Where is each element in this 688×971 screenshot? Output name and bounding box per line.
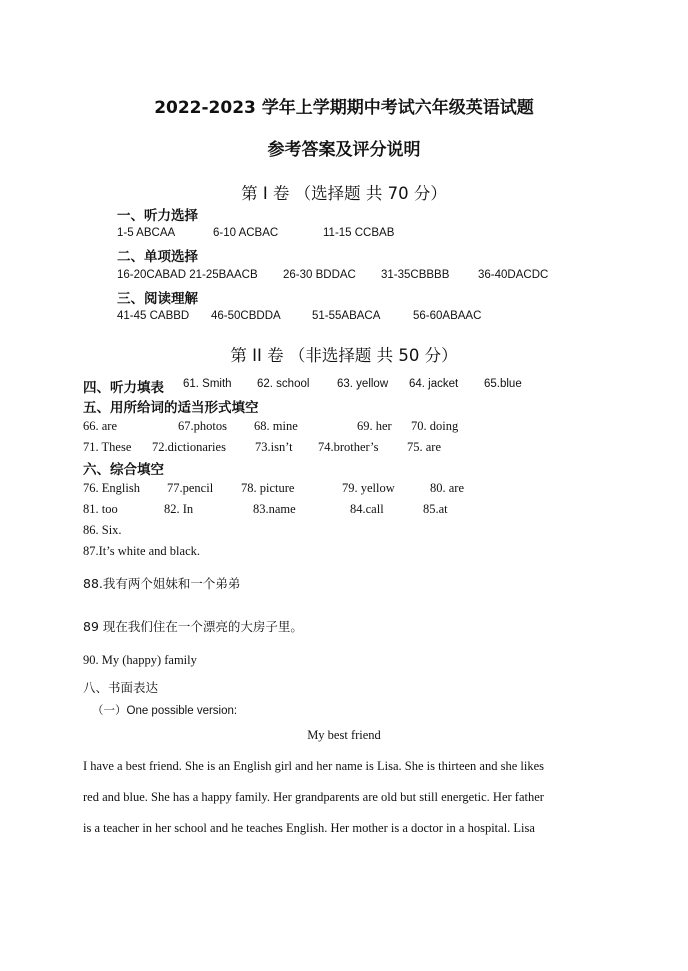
section-5-heading: 五、用所给词的适当形式填空: [83, 400, 259, 416]
answer-77: 77.pencil: [167, 481, 214, 495]
answer-41-45: 41-45 CABBD: [117, 310, 190, 322]
answer-68: 68. mine: [254, 419, 298, 433]
answer-78: 78. picture: [241, 481, 295, 495]
answer-26-30: 26-30 BDDAC: [283, 269, 356, 281]
answer-63: 63. yellow: [337, 378, 389, 390]
answer-1-5: 1-5 ABCAA: [117, 227, 176, 239]
essay-line: red and blue. She has a happy family. Her grandparents are old but still energetic. Her father: [83, 790, 544, 804]
essay-line: is a teacher in her school and he teaches English. Her mother is a doctor in a hospital. Lisa: [83, 821, 535, 835]
answer-84: 84.call: [350, 502, 384, 516]
answer-64: 64. jacket: [409, 378, 459, 390]
section-6-heading: 六、综合填空: [83, 462, 164, 478]
answer-81: 81. too: [83, 502, 118, 516]
answer-61: 61. Smith: [183, 378, 232, 390]
answer-89: 89 现在我们住在一个漂亮的大房子里。: [83, 619, 303, 634]
answer-67: 67.photos: [178, 419, 227, 433]
essay-title: My best friend: [307, 728, 381, 742]
section-1-heading: 一、听力选择: [117, 208, 198, 224]
section-8-heading: 八、书面表达: [83, 680, 159, 695]
answer-6-10: 6-10 ACBAC: [213, 227, 279, 239]
section-2-heading: 二、单项选择: [117, 249, 198, 265]
answer-74: 74.brother’s: [318, 440, 379, 454]
answer-16-25: 16-20CABAD 21-25BAACB: [117, 269, 258, 281]
section-4-heading: 四、听力填表: [83, 380, 164, 396]
answer-36-40: 36-40DACDC: [478, 269, 549, 281]
answer-83: 83.name: [253, 502, 296, 516]
answer-51-55: 51-55ABACA: [312, 310, 381, 322]
answer-70: 70. doing: [411, 419, 459, 433]
answer-31-35: 31-35CBBBB: [381, 269, 450, 281]
part-2-heading: 第 II 卷 （非选择题 共 50 分）: [230, 346, 458, 365]
essay-line: I have a best friend. She is an English girl and her name is Lisa. She is thirteen and she likes: [83, 759, 544, 773]
answer-75: 75. are: [407, 440, 442, 454]
essay-version-label: （一）One possible version:: [92, 705, 238, 717]
answer-87: 87.It’s white and black.: [83, 544, 200, 558]
answer-65: 65.blue: [484, 378, 522, 390]
answer-69: 69. her: [357, 419, 392, 433]
answer-82: 82. In: [164, 502, 194, 516]
document-title: 2022-2023 学年上学期期中考试六年级英语试题: [154, 98, 534, 118]
answer-90: 90. My (happy) family: [83, 653, 197, 667]
answer-73: 73.isn’t: [255, 440, 293, 454]
answer-86: 86. Six.: [83, 523, 122, 537]
answer-56-60: 56-60ABAAC: [413, 310, 482, 322]
document-subtitle: 参考答案及评分说明: [267, 140, 421, 160]
section-3-heading: 三、阅读理解: [117, 291, 198, 307]
answer-62: 62. school: [257, 378, 310, 390]
answer-85: 85.at: [423, 502, 448, 516]
answer-46-50: 46-50CBDDA: [211, 310, 281, 322]
answer-72: 72.dictionaries: [152, 440, 226, 454]
answer-66: 66. are: [83, 419, 118, 433]
answer-71: 71. These: [83, 440, 132, 454]
answer-79: 79. yellow: [342, 481, 395, 495]
part-1-heading: 第 I 卷 （选择题 共 70 分）: [241, 184, 447, 203]
answer-80: 80. are: [430, 481, 465, 495]
answer-76: 76. English: [83, 481, 140, 495]
answer-88: 88.我有两个姐妹和一个弟弟: [83, 576, 241, 591]
answer-11-15: 11-15 CCBAB: [323, 227, 395, 239]
